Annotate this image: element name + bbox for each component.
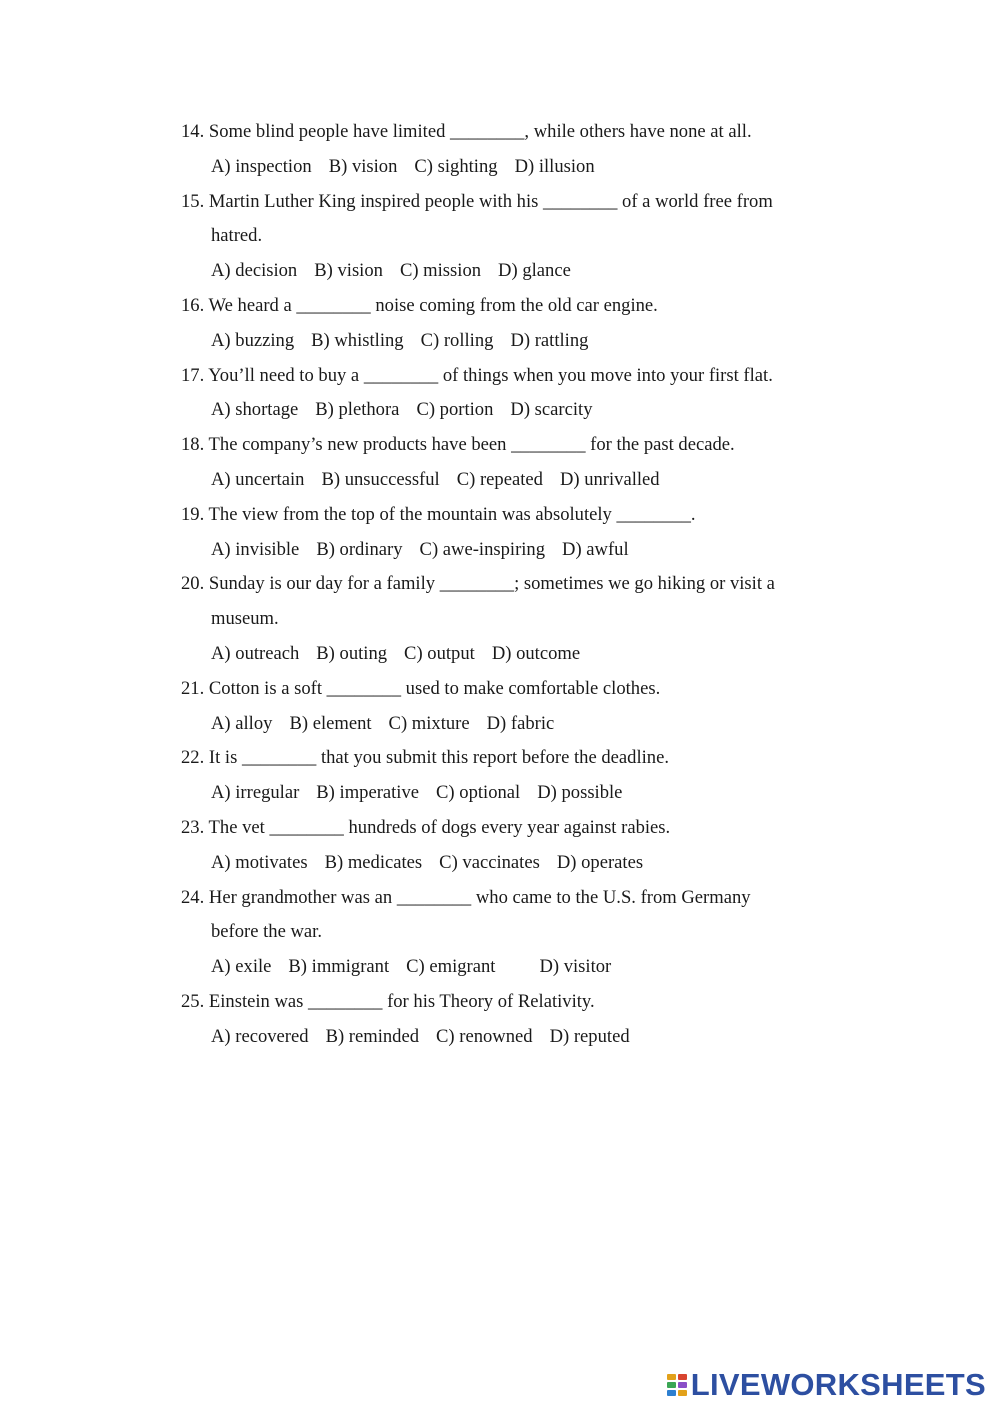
answer-options <box>181 846 841 881</box>
option-c[interactable]: C) repeated <box>456 468 543 490</box>
question-text: 17. You’ll need to buy a ________ of things when you move into your first flat. <box>181 364 773 386</box>
question-text-continued: before the war. <box>211 921 322 943</box>
question-14 <box>181 115 841 185</box>
option-c[interactable]: C) output <box>404 642 475 664</box>
option-b[interactable]: B) outing <box>316 642 388 664</box>
answer-options <box>181 707 841 742</box>
option-b[interactable]: B) imperative <box>316 782 420 804</box>
option-b[interactable]: B) ordinary <box>316 538 403 560</box>
question-text: 19. The view from the top of the mountain was absolutely ________. <box>181 503 696 525</box>
question-19 <box>181 498 841 568</box>
question-text: 24. Her grandmother was an ________ who came to the U.S. from Germany <box>181 886 751 908</box>
option-c[interactable]: C) mixture <box>388 712 470 734</box>
option-a[interactable]: A) shortage <box>211 399 299 421</box>
question-text: 15. Martin Luther King inspired people with his ________ of a world free from <box>181 190 773 212</box>
question-text-continued: hatred. <box>211 225 263 247</box>
option-c[interactable]: C) mission <box>399 260 482 282</box>
question-23 <box>181 811 841 881</box>
answer-options <box>181 776 841 811</box>
question-text: 18. The company’s new products have been ________ for the past decade. <box>181 434 735 456</box>
answer-options <box>181 533 841 568</box>
answer-options <box>181 324 841 359</box>
liveworksheets-wordmark: LIVEWORKSHEETS <box>690 1367 986 1402</box>
option-d[interactable]: D) reputed <box>549 1025 630 1047</box>
option-b[interactable]: B) medicates <box>324 851 423 873</box>
answer-options <box>181 1020 841 1055</box>
option-d[interactable]: D) rattling <box>510 329 589 351</box>
option-c[interactable]: C) optional <box>436 782 521 804</box>
option-b[interactable]: B) immigrant <box>288 956 390 978</box>
option-b[interactable]: B) unsuccessful <box>321 468 440 490</box>
option-b[interactable]: B) whistling <box>311 329 404 351</box>
option-b[interactable]: B) vision <box>314 260 383 282</box>
option-a[interactable]: A) buzzing <box>211 329 295 351</box>
question-25 <box>181 985 841 1055</box>
answer-options <box>181 150 841 185</box>
option-c[interactable]: C) vaccinates <box>439 851 540 873</box>
option-c[interactable]: C) rolling <box>420 329 494 351</box>
option-b[interactable]: B) vision <box>328 155 398 177</box>
option-d[interactable]: D) visitor <box>539 956 612 978</box>
option-c[interactable]: C) emigrant <box>406 956 496 978</box>
question-21 <box>181 672 841 742</box>
option-d[interactable]: D) operates <box>556 851 644 873</box>
option-c[interactable]: C) renowned <box>436 1025 533 1047</box>
liveworksheets-mark-icon <box>666 1373 688 1397</box>
liveworksheets-logo[interactable] <box>666 1369 986 1400</box>
question-24 <box>181 881 841 985</box>
answer-options <box>181 637 841 672</box>
option-a[interactable]: A) uncertain <box>211 468 305 490</box>
option-a[interactable]: A) exile <box>211 956 272 978</box>
option-c[interactable]: C) awe-inspiring <box>419 538 546 560</box>
question-text: 20. Sunday is our day for a family ________; sometimes we go hiking or visit a <box>181 573 775 595</box>
option-a[interactable]: A) decision <box>211 260 298 282</box>
question-18 <box>181 428 841 498</box>
question-text: 16. We heard a ________ noise coming from the old car engine. <box>181 294 658 316</box>
question-22 <box>181 741 841 811</box>
option-d[interactable]: D) glance <box>498 260 571 282</box>
option-b[interactable]: B) plethora <box>315 399 400 421</box>
option-d[interactable]: D) fabric <box>486 712 555 734</box>
option-a[interactable]: A) irregular <box>211 782 300 804</box>
worksheet <box>181 115 841 1055</box>
option-c[interactable]: C) portion <box>416 399 494 421</box>
option-a[interactable]: A) recovered <box>211 1025 309 1047</box>
option-d[interactable]: D) illusion <box>514 155 595 177</box>
option-c[interactable]: C) sighting <box>414 155 498 177</box>
answer-options <box>181 463 841 498</box>
question-text: 23. The vet ________ hundreds of dogs every year against rabies. <box>181 816 671 838</box>
question-17 <box>181 359 841 429</box>
option-d[interactable]: D) scarcity <box>510 399 593 421</box>
question-20 <box>181 567 841 671</box>
option-b[interactable]: B) element <box>289 712 372 734</box>
question-text: 21. Cotton is a soft ________ used to make comfortable clothes. <box>181 677 661 699</box>
answer-options <box>181 254 841 289</box>
option-a[interactable]: A) inspection <box>211 155 312 177</box>
option-a[interactable]: A) motivates <box>211 851 308 873</box>
option-a[interactable]: A) alloy <box>211 712 273 734</box>
option-d[interactable]: D) possible <box>537 782 623 804</box>
option-d[interactable]: D) awful <box>562 538 629 560</box>
question-16 <box>181 289 841 359</box>
question-text: 14. Some blind people have limited ________, while others have none at all. <box>181 121 752 142</box>
option-a[interactable]: A) invisible <box>211 538 300 560</box>
answer-options <box>181 950 841 985</box>
question-15 <box>181 185 841 289</box>
option-d[interactable]: D) unrivalled <box>559 468 660 490</box>
option-a[interactable]: A) outreach <box>211 642 300 664</box>
question-text: 22. It is ________ that you submit this report before the deadline. <box>181 747 669 769</box>
question-text: 25. Einstein was ________ for his Theory of Relativity. <box>181 990 595 1012</box>
answer-options <box>181 393 841 428</box>
option-b[interactable]: B) reminded <box>325 1025 420 1047</box>
option-d[interactable]: D) outcome <box>491 642 581 664</box>
question-text-continued: museum. <box>211 608 279 630</box>
